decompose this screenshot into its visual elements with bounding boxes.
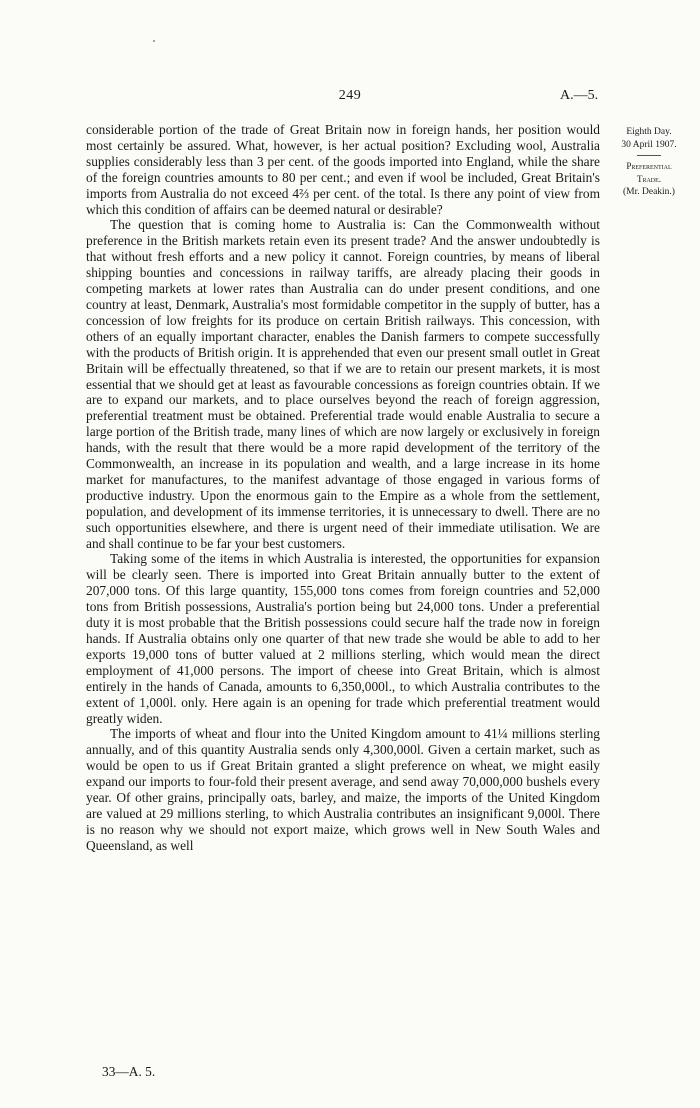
- document-reference: A.—5.: [560, 88, 599, 103]
- paragraph: The question that is coming home to Australia is: Can the Commonwealth without preference in the British markets retain even its present trade? And the answer undoubtedly is that without fresh efforts and a new policy it cannot. Foreign countries, by means of liberal shipping bounties and concessions in railway tariffs, are already placing their goods in competing markets at lower rates than Australia can do under present conditions, and one country at least, Denmark, Australia's most formidable competitor in the supply of butter, has a concession of low freights for its produce on certain British railways. This concession, with others of an equally important character, enables the Danish farmers to compete successfully with the products of British origin. It is apprehended that even our present small outlet in Great Britain will be effectually threatened, so that if we are to retain our present markets, it is most essential that we should get at least as favourable concessions as foreign countries obtain. If we are to expand our markets, and to place ourselves beyond the reach of foreign aggression, preferential treatment must be obtained. Preferential trade would enable Australia to secure a large portion of the British trade, many lines of which are now largely or exclusively in foreign hands, with the result that there would be a more rapid development of the territory of the Commonwealth, an increase in its population and wealth, and a large increase in its home market for manufactures, to the manifest advantage of those engaged in various forms of productive industry. Upon the enormous gain to the Empire as a whole from the settlement, population, and development of its immense territories, it is unnecessary to dwell. There are no such opportunities elsewhere, and there is urgent need of their immediate utilisation. We are and shall continue to be far your best customers.: [86, 217, 600, 551]
- margin-note-day: Eighth Day.: [626, 127, 672, 137]
- paragraph: considerable portion of the trade of Great Britain now in foreign hands, her position would most certainly be assured. What, however, is her actual position? Excluding wool, Australia supplies considerably less than 3 per cent. of the goods imported into England, while the share of the foreign countries amounts to 80 per cent.; and even if wool be included, Great Britain's imports from Australia do not exceed 4⅔ per cent. of the total. Is there any point of view from which this condition of affairs can be deemed natural or desirable?: [86, 122, 600, 217]
- speck: [153, 40, 155, 42]
- paragraph: Taking some of the items in which Australia is interested, the opportunities for expansion will be clearly seen. There is imported into Great Britain annually butter to the extent of 207,000 tons. Of this large quantity, 155,000 tons comes from foreign countries and 52,000 tons from British possessions, Australia's portion being but 24,000 tons. Under a preferential duty it is most probable that the British possessions could secure half the trade now in foreign hands. If Australia obtains only one quarter of that new trade she would be able to add to her exports 19,000 tons of butter valued at 2 millions sterling, which would mean the direct employment of 41,000 persons. The import of cheese into Great Britain, which is almost entirely in the hands of Canada, amounts to 6,350,000l., to which Australia contributes to the extent of 1,000l. only. Here again is an opening for trade which preferential treatment would greatly widen.: [86, 551, 600, 726]
- main-text-column: [86, 122, 600, 854]
- margin-note-speaker: (Mr. Deakin.): [623, 187, 675, 197]
- margin-note-date: 30 April 1907.: [621, 140, 677, 150]
- margin-note-divider: [637, 155, 661, 156]
- margin-note-topic: Preferential: [626, 161, 672, 171]
- signature-mark: 33—A. 5.: [102, 1064, 156, 1079]
- margin-note: [603, 126, 695, 199]
- paragraph: The imports of wheat and flour into the United Kingdom amount to 41¼ millions sterling annually, and of this quantity Australia sends only 4,300,000l. Given a certain market, such as would be open to us if Great Britain granted a slight preference on wheat, we might easily expand our imports to four-fold their present average, and send away 70,000,000 bushels every year. Of other grains, principally oats, barley, and maize, the imports of the United Kingdom are valued at 29 millions sterling, to which Australia contributes an insignificant 9,000l. There is no reason why we should not export maize, which grows well in New South Wales and Queensland, as well: [86, 726, 600, 853]
- page-number: 249: [338, 88, 362, 103]
- margin-note-topic-2: Trade.: [636, 174, 662, 184]
